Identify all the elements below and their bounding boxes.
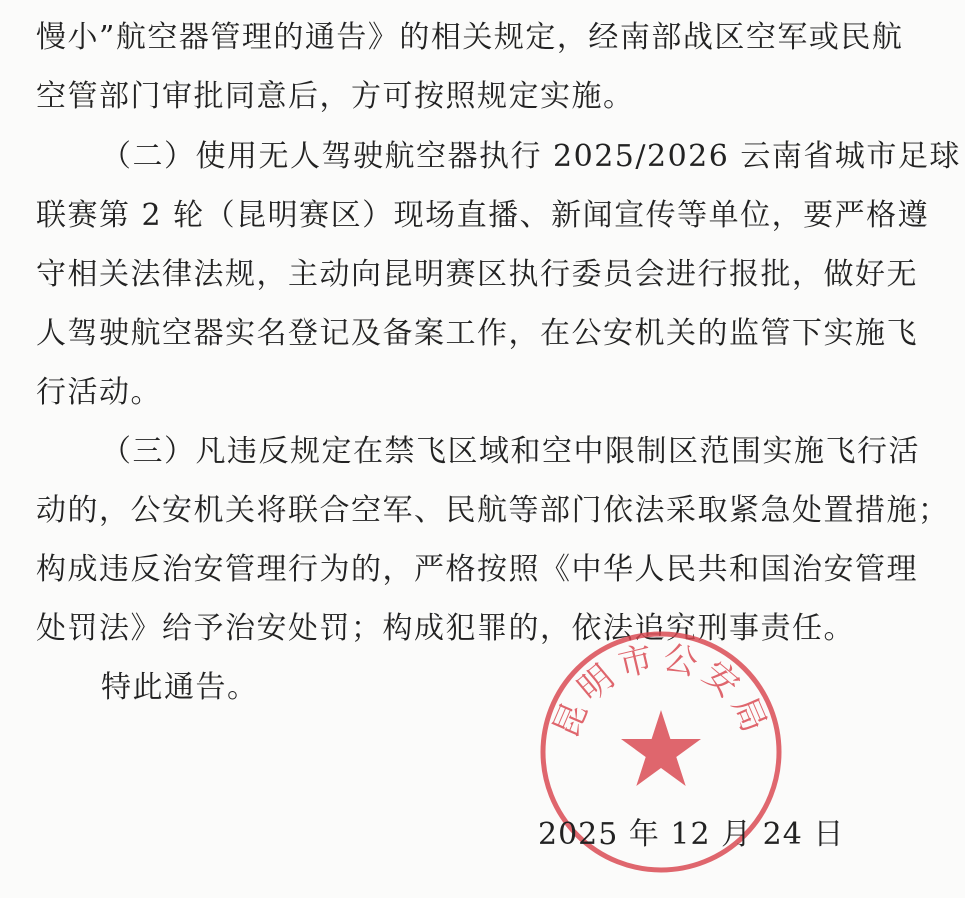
text-line: 行活动。 [36, 375, 162, 410]
text-line: 守相关法律法规，主动向昆明赛区执行委员会进行报批，做好无 [36, 257, 918, 292]
text-line: 处罚法》给予治安处罚；构成犯罪的，依法追究刑事责任。 [36, 611, 855, 646]
text-line: （三）凡违反规定在禁飞区域和空中限制区范围实施飞行活 [101, 434, 920, 469]
text-line: 人驾驶航空器实名登记及备案工作，在公安机关的监管下实施飞 [36, 316, 918, 351]
text-line: （二）使用无人驾驶航空器执行 2025/2026 云南省城市足球 [101, 139, 961, 174]
text-line: 空管部门审批同意后，方可按照规定实施。 [36, 79, 635, 114]
text-line: 动的，公安机关将联合空军、民航等部门依法采取紧急处置措施； [36, 493, 950, 528]
closing-text: 特此通告。 [101, 670, 259, 705]
document-date: 2025 年 12 月 24 日 [538, 817, 845, 852]
text-line: 慢小”航空器管理的通告》的相关规定，经南部战区空军或民航 [36, 20, 904, 55]
star-icon [621, 710, 701, 786]
text-line: 联赛第 2 轮（昆明赛区）现场直播、新闻宣传等单位，要严格遵 [36, 198, 930, 233]
text-line: 构成违反治安管理行为的，严格按照《中华人民共和国治安管理 [36, 552, 918, 587]
seal-text: 昆明市公安局 [545, 637, 777, 744]
